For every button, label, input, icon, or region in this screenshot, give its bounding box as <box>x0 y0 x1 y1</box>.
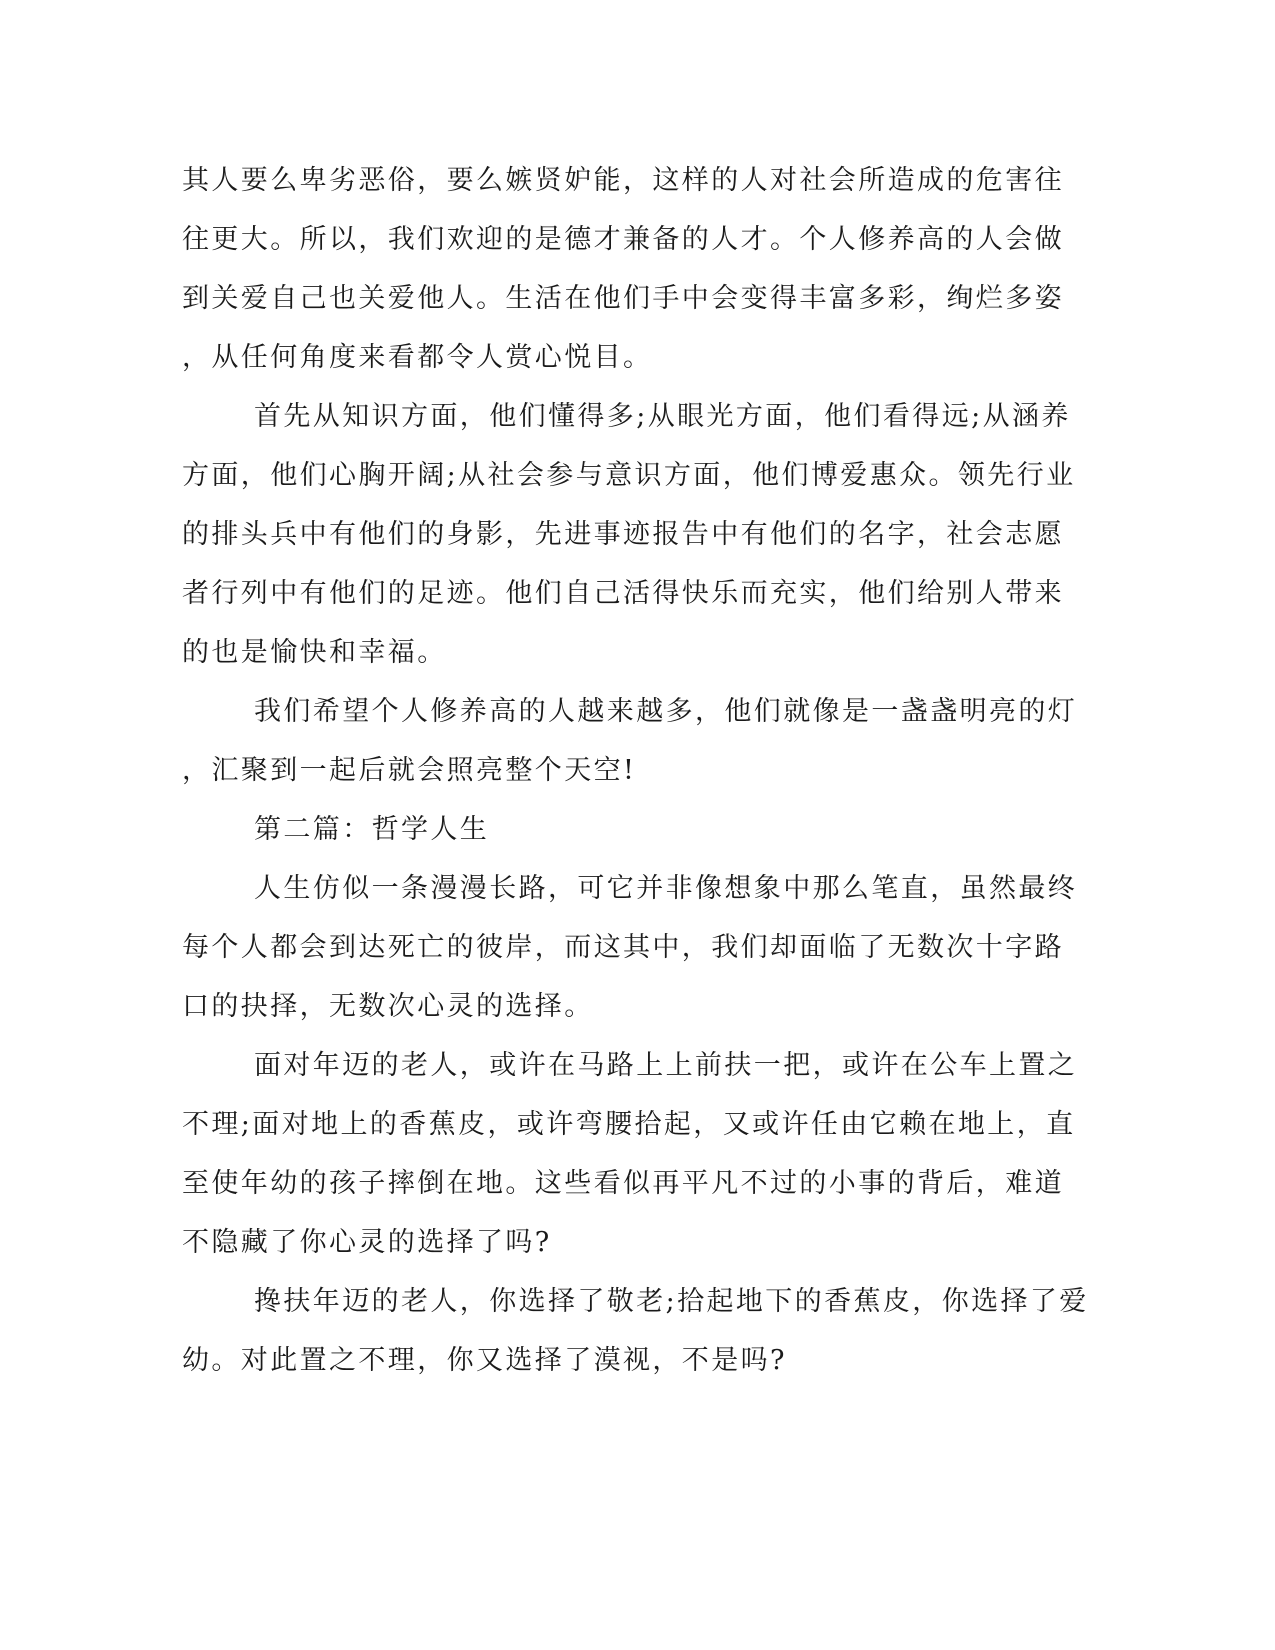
paragraph-first-line: 搀扶年迈的老人，你选择了敬老;拾起地下的香蕉皮，你选择了爱 <box>254 1286 1089 1317</box>
text-line: 不理;面对地上的香蕉皮，或许弯腰拾起，又或许任由它赖在地上，直 <box>182 1109 1076 1140</box>
text-line: 不隐藏了你心灵的选择了吗? <box>182 1227 552 1258</box>
text-line: 每个人都会到达死亡的彼岸，而这其中，我们却面临了无数次十字路 <box>182 932 1064 963</box>
text-line: ，从任何角度来看都令人赏心悦目。 <box>182 342 653 373</box>
paragraph-first-line: 人生仿似一条漫漫长路，可它并非像想象中那么笔直，虽然最终 <box>254 873 1078 904</box>
paragraph-first-line: 面对年迈的老人，或许在马路上上前扶一把，或许在公车上置之 <box>254 1050 1078 1081</box>
paragraph-first-line: 首先从知识方面，他们懂得多;从眼光方面，他们看得远;从涵养 <box>254 401 1071 432</box>
text-line: 到关爱自己也关爱他人。生活在他们手中会变得丰富多彩，绚烂多姿 <box>182 283 1064 314</box>
text-line: 的排头兵中有他们的身影，先进事迹报告中有他们的名字，社会志愿 <box>182 519 1064 550</box>
text-line: 者行列中有他们的足迹。他们自己活得快乐而充实，他们给别人带来 <box>182 578 1064 609</box>
paragraph-first-line: 我们希望个人修养高的人越来越多，他们就像是一盏盏明亮的灯 <box>254 696 1078 727</box>
text-line: 至使年幼的孩子摔倒在地。这些看似再平凡不过的小事的背后，难道 <box>182 1168 1064 1199</box>
text-line: 往更大。所以，我们欢迎的是德才兼备的人才。个人修养高的人会做 <box>182 224 1064 255</box>
text-line: 其人要么卑劣恶俗，要么嫉贤妒能，这样的人对社会所造成的危害往 <box>182 165 1064 196</box>
text-line: 幼。对此置之不理，你又选择了漠视，不是吗? <box>182 1345 787 1376</box>
text-line: 的也是愉快和幸福。 <box>182 637 447 668</box>
text-line: 口的抉择，无数次心灵的选择。 <box>182 991 594 1022</box>
section-heading: 第二篇：哲学人生 <box>254 814 490 845</box>
text-line: ，汇聚到一起后就会照亮整个天空! <box>182 755 637 786</box>
text-line: 方面，他们心胸开阔;从社会参与意识方面，他们博爱惠众。领先行业 <box>182 460 1076 491</box>
